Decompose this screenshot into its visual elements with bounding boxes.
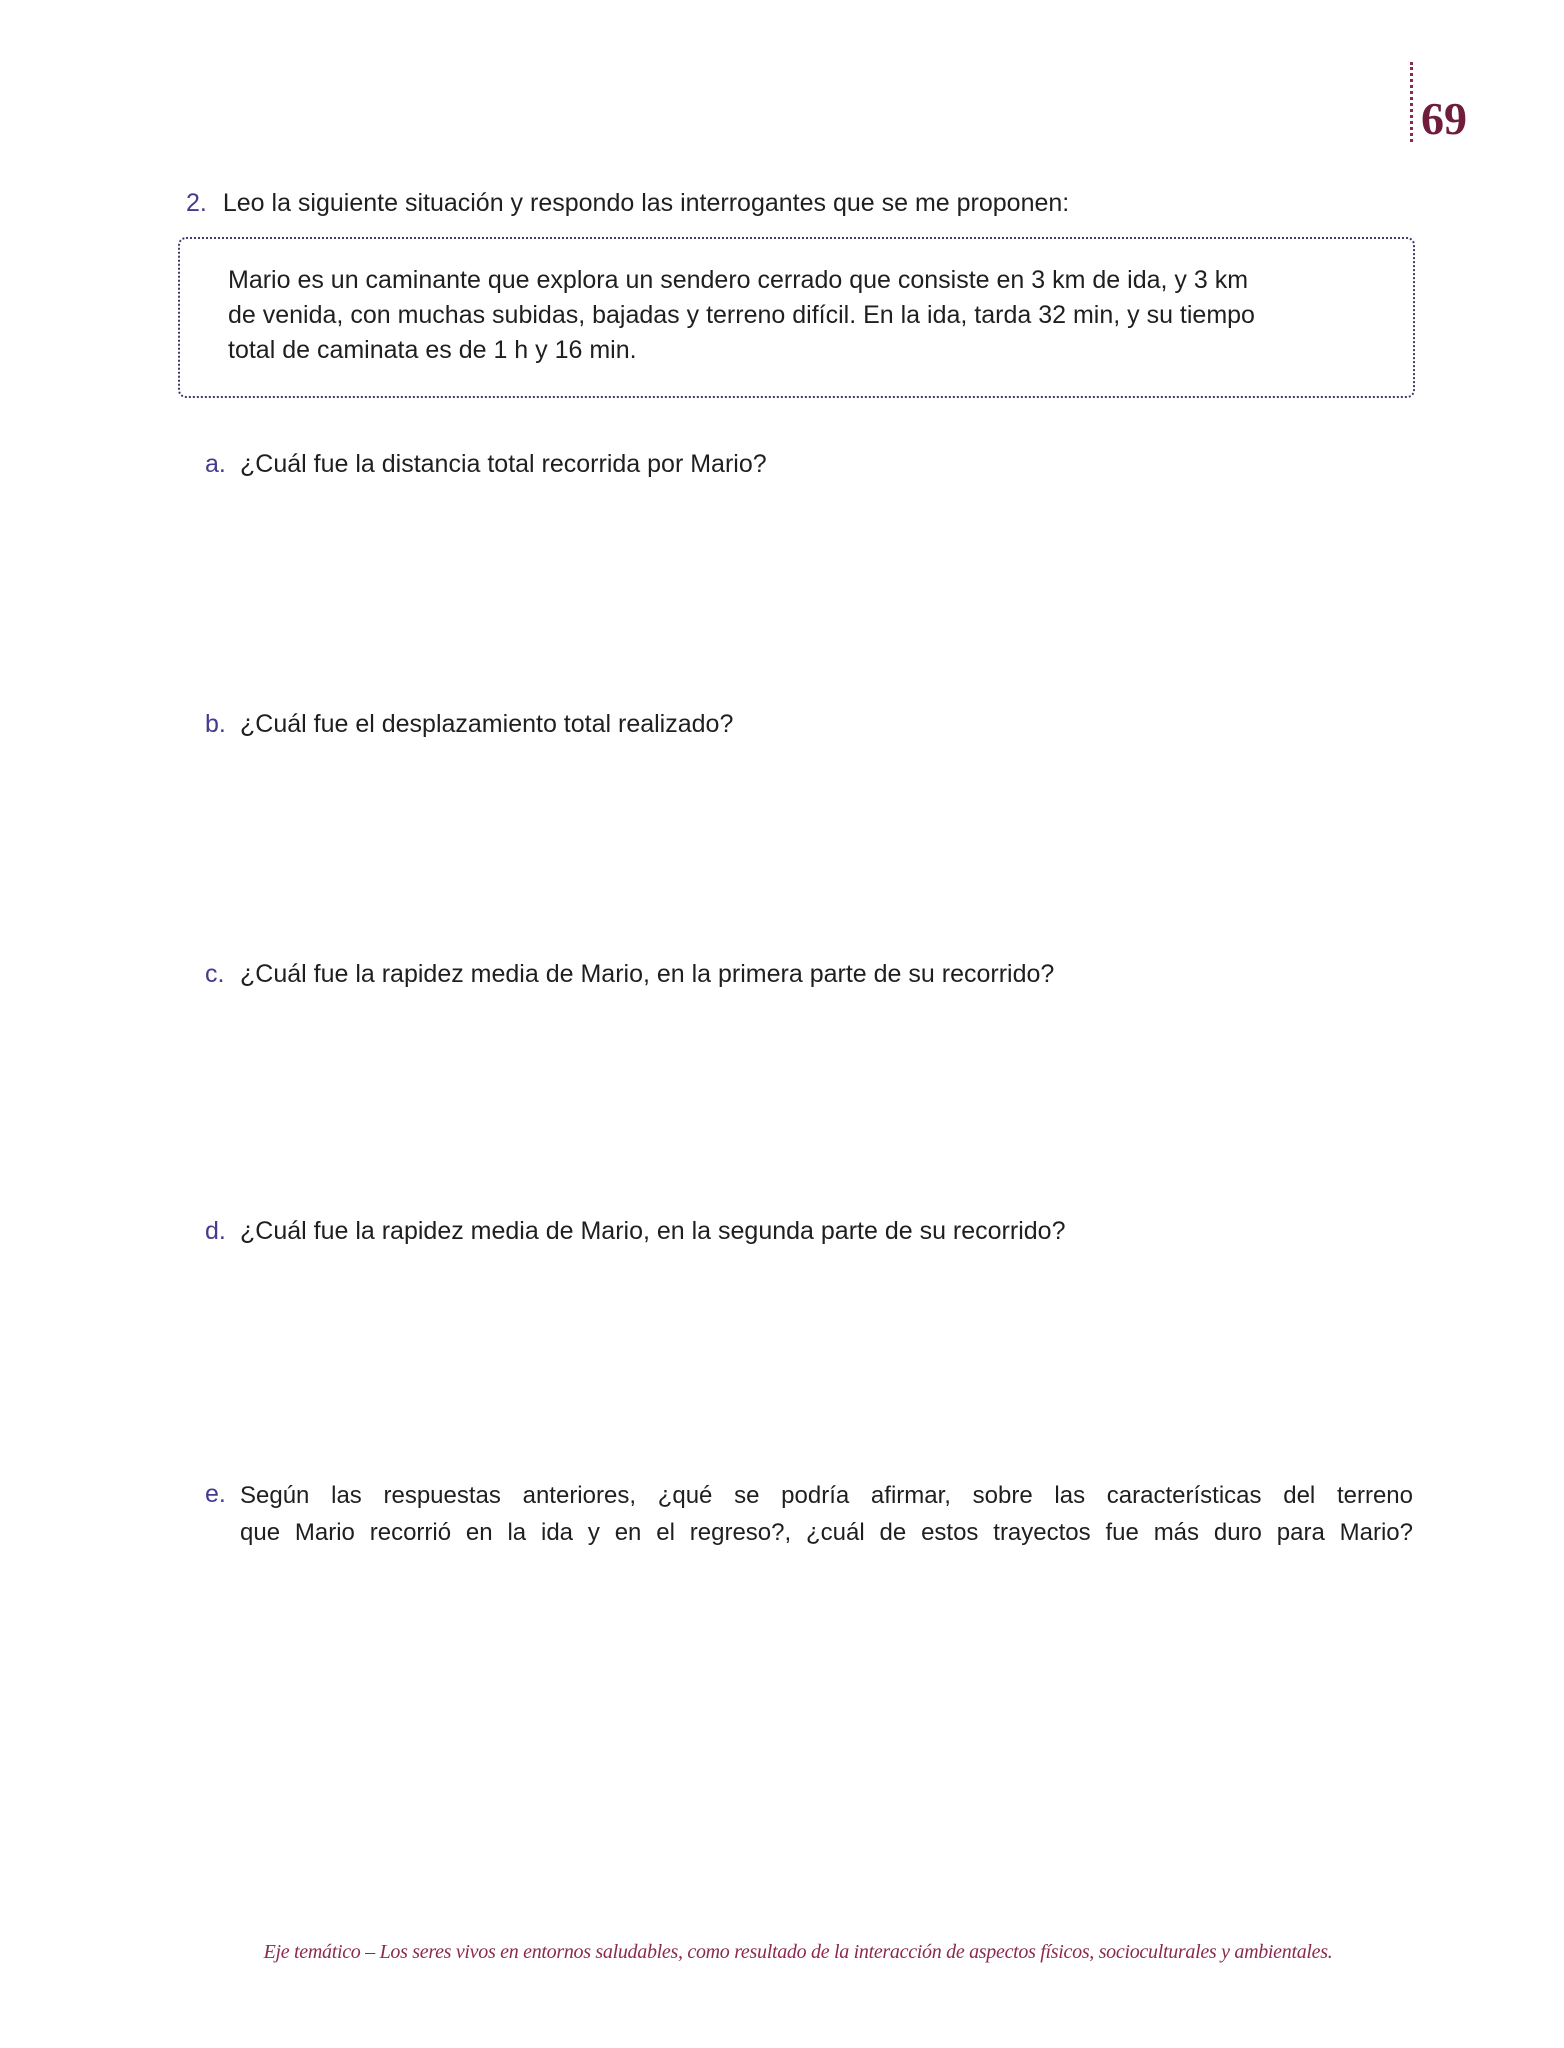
page-number: 69 <box>1421 93 1467 144</box>
question-e-label: e. <box>205 1480 226 1508</box>
question-d-label: d. <box>205 1217 226 1245</box>
question-a-text: ¿Cuál fue la distancia total recorrida por Mario? <box>240 450 767 478</box>
activity-heading <box>186 186 1069 221</box>
question-e-line: Según las respuestas anteriores, ¿qué se podría afirmar, sobre las características del terreno <box>240 1482 1413 1509</box>
activity-prompt: Leo la siguiente situación y respondo las interrogantes que se me proponen: <box>222 189 1070 217</box>
situation-box <box>178 237 1415 398</box>
question-e <box>205 1477 1413 1551</box>
question-a <box>205 447 1413 482</box>
question-d-text: ¿Cuál fue la rapidez media de Mario, en la segunda parte de su recorrido? <box>240 1217 1066 1245</box>
question-d <box>205 1214 1413 1249</box>
page-number-dotted-rule <box>1410 62 1413 142</box>
question-c-text: ¿Cuál fue la rapidez media de Mario, en la primera parte de su recorrido? <box>240 960 1055 988</box>
question-a-label: a. <box>205 450 226 478</box>
question-b <box>205 707 1413 742</box>
question-e-text <box>240 1477 1413 1551</box>
situation-line: Mario es un caminante que explora un sendero cerrado que consiste en 3 km de ida, y 3 km <box>228 266 1249 294</box>
question-b-label: b. <box>205 710 226 738</box>
activity-number: 2. <box>186 189 207 217</box>
question-e-line: que Mario recorrió en la ida y en el regreso?, ¿cuál de estos trayectos fue más duro para Mario? <box>240 1519 1413 1546</box>
question-c <box>205 957 1413 992</box>
situation-line: de venida, con muchas subidas, bajadas y terreno difícil. En la ida, tarda 32 min, y su tiempo <box>228 301 1255 329</box>
situation-text <box>228 263 1255 368</box>
question-b-text: ¿Cuál fue el desplazamiento total realizado? <box>240 710 734 738</box>
question-c-label: c. <box>205 960 225 988</box>
footer-theme-text: Eje temático – Los seres vivos en entornos saludables, como resultado de la interacción de aspectos físicos, socioculturales y ambientales. <box>263 1941 1333 1963</box>
situation-line: total de caminata es de 1 h y 16 min. <box>228 336 637 364</box>
